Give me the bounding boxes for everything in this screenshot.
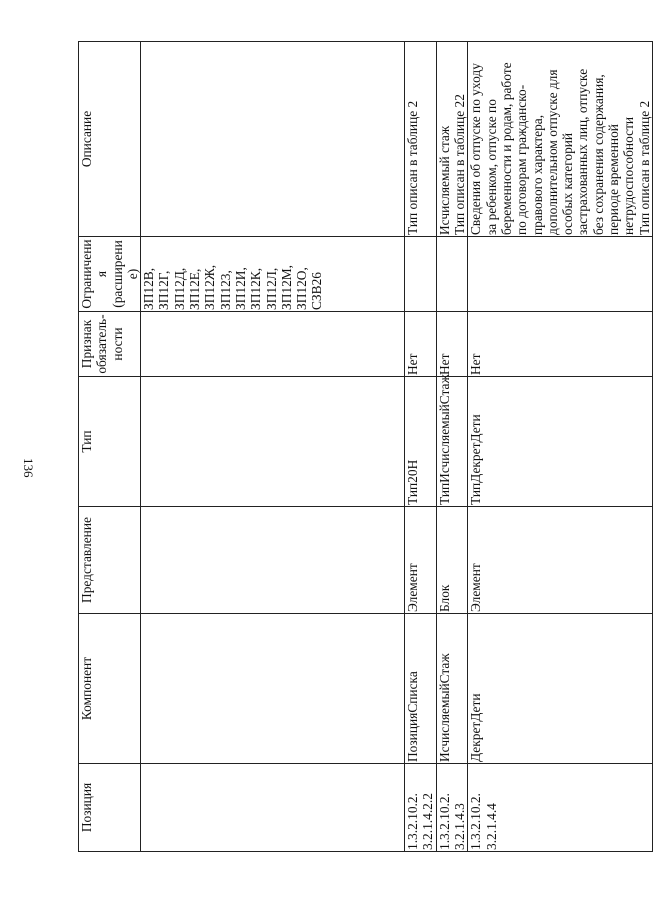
header-representation: Представление [79, 507, 141, 614]
constraint-code: ЗП12И, [232, 267, 248, 310]
header-constraints [79, 237, 141, 312]
cell [141, 42, 405, 237]
header-row [79, 42, 141, 852]
table-row [468, 42, 653, 852]
type-cell: ТипИсчисляемыйСтаж [436, 377, 468, 507]
constraint-code: ЗП12Е, [187, 268, 203, 310]
page-number: 136 [21, 458, 36, 478]
header-type: Тип [79, 377, 141, 507]
description-line: по договорам гражданско- [514, 84, 530, 235]
header-mandatory [79, 312, 141, 377]
header-component: Компонент [79, 614, 141, 764]
description-line: застрахованных лиц, отпуске [575, 68, 591, 235]
cell [141, 614, 405, 764]
mandatory-cell: Нет [405, 312, 437, 377]
constraint-code: ЗП12Л, [263, 267, 279, 310]
cell [141, 764, 405, 852]
representation-cell: Элемент [405, 507, 437, 614]
constraint-code: ЗП12В, [141, 267, 157, 310]
position-cell [468, 764, 653, 852]
position-line: 3.2.1.4.4 [483, 803, 499, 850]
constraints-list [141, 237, 405, 312]
rotated-table-container [78, 42, 652, 852]
cell [141, 377, 405, 507]
header-constraints-line: Ограничения [79, 239, 110, 309]
description-line: беременности и родам, работе [498, 62, 514, 235]
header-position: Позиция [79, 764, 141, 852]
description-line: без сохранения содержания, [590, 74, 606, 235]
header-constraints-line: (расширение) [109, 240, 140, 308]
position-line: 1.3.2.10.2. [468, 793, 484, 850]
position-line: 1.3.2.10.2. [436, 793, 452, 850]
table-row [436, 42, 468, 852]
description-line: Исчисляемый стаж [436, 125, 452, 235]
constraint-code: ЗП123, [217, 270, 233, 310]
representation-cell: Блок [436, 507, 468, 614]
constraint-code: ЗП12Г, [156, 270, 172, 310]
description-cell [405, 42, 437, 237]
component-cell: ПозицияСписка [405, 614, 437, 764]
type-cell: ТипДекретДети [468, 377, 653, 507]
description-line: за ребенком, отпуске по [483, 99, 499, 235]
description-line: дополнительном отпуске для [544, 69, 560, 235]
mandatory-cell: Нет [468, 312, 653, 377]
component-cell: ДекретДети [468, 614, 653, 764]
constraint-code: ЗП12Д, [171, 267, 187, 310]
description-line: правового характера, [529, 114, 545, 235]
position-cell [436, 764, 468, 852]
position-cell [405, 764, 437, 852]
description-line: Тип описан в таблице 22 [452, 94, 468, 235]
description-line: особых категорий [560, 132, 576, 235]
constraint-code: ЗП12О, [294, 267, 310, 310]
description-line: нетрудоспособности [621, 116, 637, 235]
table-row [405, 42, 437, 852]
position-line: 1.3.2.10.2. [405, 793, 421, 850]
continuation-row [141, 42, 405, 852]
description-line: Сведения об отпуске по уходу [468, 63, 484, 235]
constraint-code: СЗВ26 [309, 272, 325, 310]
header-mandatory-line: Признак [79, 319, 94, 369]
description-line: периоде временной [606, 124, 622, 235]
type-cell: Тип20Н [405, 377, 437, 507]
header-mandatory-line: обязатель- [94, 314, 110, 374]
position-line: 3.2.1.4.2.2 [420, 793, 436, 850]
constraint-code: ЗП12М, [278, 264, 294, 310]
cell [141, 507, 405, 614]
representation-cell: Элемент [468, 507, 653, 614]
header-description: Описание [79, 42, 141, 237]
constraint-code: ЗП12Ж, [202, 264, 218, 310]
description-line: Тип описан в таблице 2 [405, 100, 421, 235]
component-cell: ИсчисляемыйСтаж [436, 614, 468, 764]
header-mandatory-line: ности [109, 327, 125, 361]
position-line: 3.2.1.4.3 [452, 803, 468, 850]
description-cell [436, 42, 468, 237]
constraints-cell [468, 237, 653, 312]
cell [141, 312, 405, 377]
constraints-cell [436, 237, 468, 312]
constraints-cell [405, 237, 437, 312]
description-line: Тип описан в таблице 2 [636, 100, 652, 235]
constraint-code: ЗП12К, [248, 267, 264, 310]
spec-table [78, 41, 653, 852]
description-cell [468, 42, 653, 237]
mandatory-cell: Нет [436, 312, 468, 377]
